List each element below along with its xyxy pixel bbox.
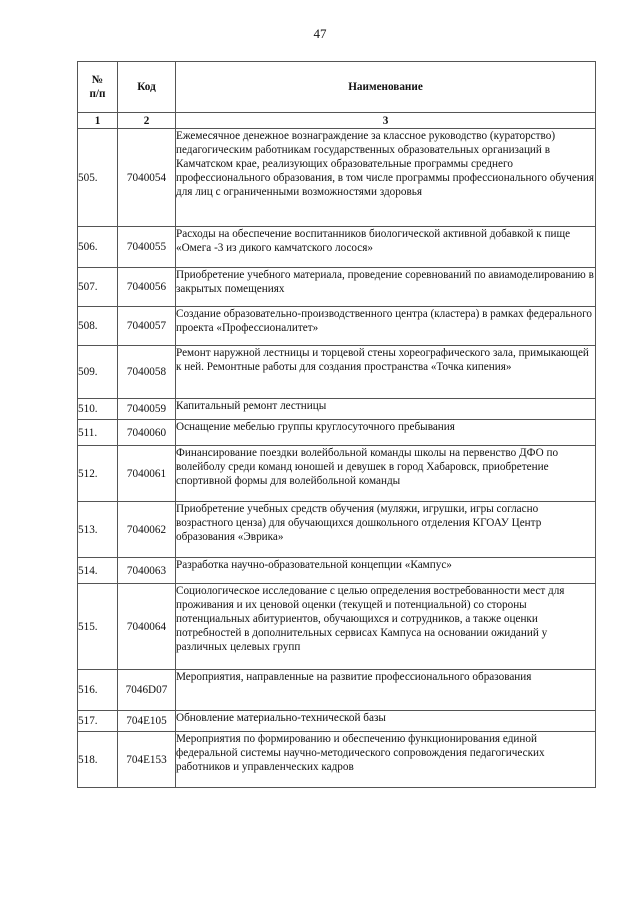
row-number: 514. xyxy=(78,558,118,584)
row-code: 7040064 xyxy=(118,584,176,670)
table-row xyxy=(78,307,596,346)
row-code: 7040059 xyxy=(118,399,176,420)
column-number: 2 xyxy=(118,113,176,129)
header-code: Код xyxy=(118,62,176,113)
table-row xyxy=(78,227,596,268)
table-row xyxy=(78,558,596,584)
table-row xyxy=(78,399,596,420)
table-row xyxy=(78,446,596,502)
table-row xyxy=(78,502,596,558)
table-row xyxy=(78,346,596,399)
row-number: 505. xyxy=(78,129,118,227)
row-code: 7040054 xyxy=(118,129,176,227)
row-code: 7040058 xyxy=(118,346,176,399)
row-code: 704E153 xyxy=(118,732,176,788)
table-row xyxy=(78,732,596,788)
row-number: 516. xyxy=(78,670,118,711)
table-row xyxy=(78,670,596,711)
row-number: 508. xyxy=(78,307,118,346)
row-number: 511. xyxy=(78,420,118,446)
row-name: Мероприятия по формированию и обеспечению функционирования единой федеральной системы научно-методического сопровождения педагогических работников и управленческих кадров xyxy=(176,732,596,788)
row-code: 7040056 xyxy=(118,268,176,307)
table-row xyxy=(78,584,596,670)
budget-codes-table xyxy=(77,61,596,788)
row-code: 7040061 xyxy=(118,446,176,502)
row-name: Социологическое исследование с целью определения востребованности мест для проживания и их ценовой оценки (текущей и потенциальной) со стороны потенциальных абитуриентов, обучающихся и сотрудников, а также оценки потребностей в дополнительных сервисах Кампуса на основании ожиданий у различных целевых групп xyxy=(176,584,596,670)
row-name: Приобретение учебных средств обучения (муляжи, игрушки, игры согласно возрастного ценза) для обучающихся дошкольного отделения КГОАУ Центр образования «Эврика» xyxy=(176,502,596,558)
row-name: Создание образовательно-производственного центра (кластера) в рамках федерального проекта «Профессионалитет» xyxy=(176,307,596,346)
page-number: 47 xyxy=(313,26,327,41)
column-number: 3 xyxy=(176,113,596,129)
row-code: 7040060 xyxy=(118,420,176,446)
row-number: 513. xyxy=(78,502,118,558)
row-name: Оснащение мебелью группы круглосуточного пребывания xyxy=(176,420,596,446)
table-header-row xyxy=(78,62,596,113)
column-number: 1 xyxy=(78,113,118,129)
row-number: 515. xyxy=(78,584,118,670)
row-name: Ежемесячное денежное вознаграждение за классное руководство (кураторство) педагогическим работникам государственных образовательных организаций в Камчатском крае, реализующих образовательные программы среднего профессионального образования, в том числе программы профессионального обучения для лиц с ограниченными возможностями здоровья xyxy=(176,129,596,227)
header-name: Наименование xyxy=(176,62,596,113)
row-name: Разработка научно-образовательной концепции «Кампус» xyxy=(176,558,596,584)
row-code: 7040063 xyxy=(118,558,176,584)
row-code: 7040057 xyxy=(118,307,176,346)
row-name: Мероприятия, направленные на развитие профессионального образования xyxy=(176,670,596,711)
row-number: 510. xyxy=(78,399,118,420)
row-name: Ремонт наружной лестницы и торцевой стены хореографического зала, примыкающей к ней. Ремонтные работы для создания пространства «Точка кипения» xyxy=(176,346,596,399)
row-name: Капитальный ремонт лестницы xyxy=(176,399,596,420)
table-row xyxy=(78,129,596,227)
row-name: Обновление материально-технической базы xyxy=(176,711,596,732)
row-name: Расходы на обеспечение воспитанников биологической активной добавкой к пище «Омега -3 из дикого камчатского лосося» xyxy=(176,227,596,268)
row-name: Приобретение учебного материала, проведение соревнований по авиамоделированию в закрытых помещениях xyxy=(176,268,596,307)
row-code: 7040055 xyxy=(118,227,176,268)
table-row xyxy=(78,711,596,732)
row-code: 7046D07 xyxy=(118,670,176,711)
row-number: 506. xyxy=(78,227,118,268)
row-number: 517. xyxy=(78,711,118,732)
header-num: № п/п xyxy=(78,62,118,113)
table-row xyxy=(78,420,596,446)
row-code: 7040062 xyxy=(118,502,176,558)
row-code: 704E105 xyxy=(118,711,176,732)
table-row xyxy=(78,268,596,307)
row-name: Финансирование поездки волейбольной команды школы на первенство ДФО по волейболу среди команд юношей и девушек в город Хабаровск, приобретение спортивной формы для волейбольной команды xyxy=(176,446,596,502)
row-number: 512. xyxy=(78,446,118,502)
row-number: 518. xyxy=(78,732,118,788)
row-number: 507. xyxy=(78,268,118,307)
column-number-row xyxy=(78,113,596,129)
row-number: 509. xyxy=(78,346,118,399)
